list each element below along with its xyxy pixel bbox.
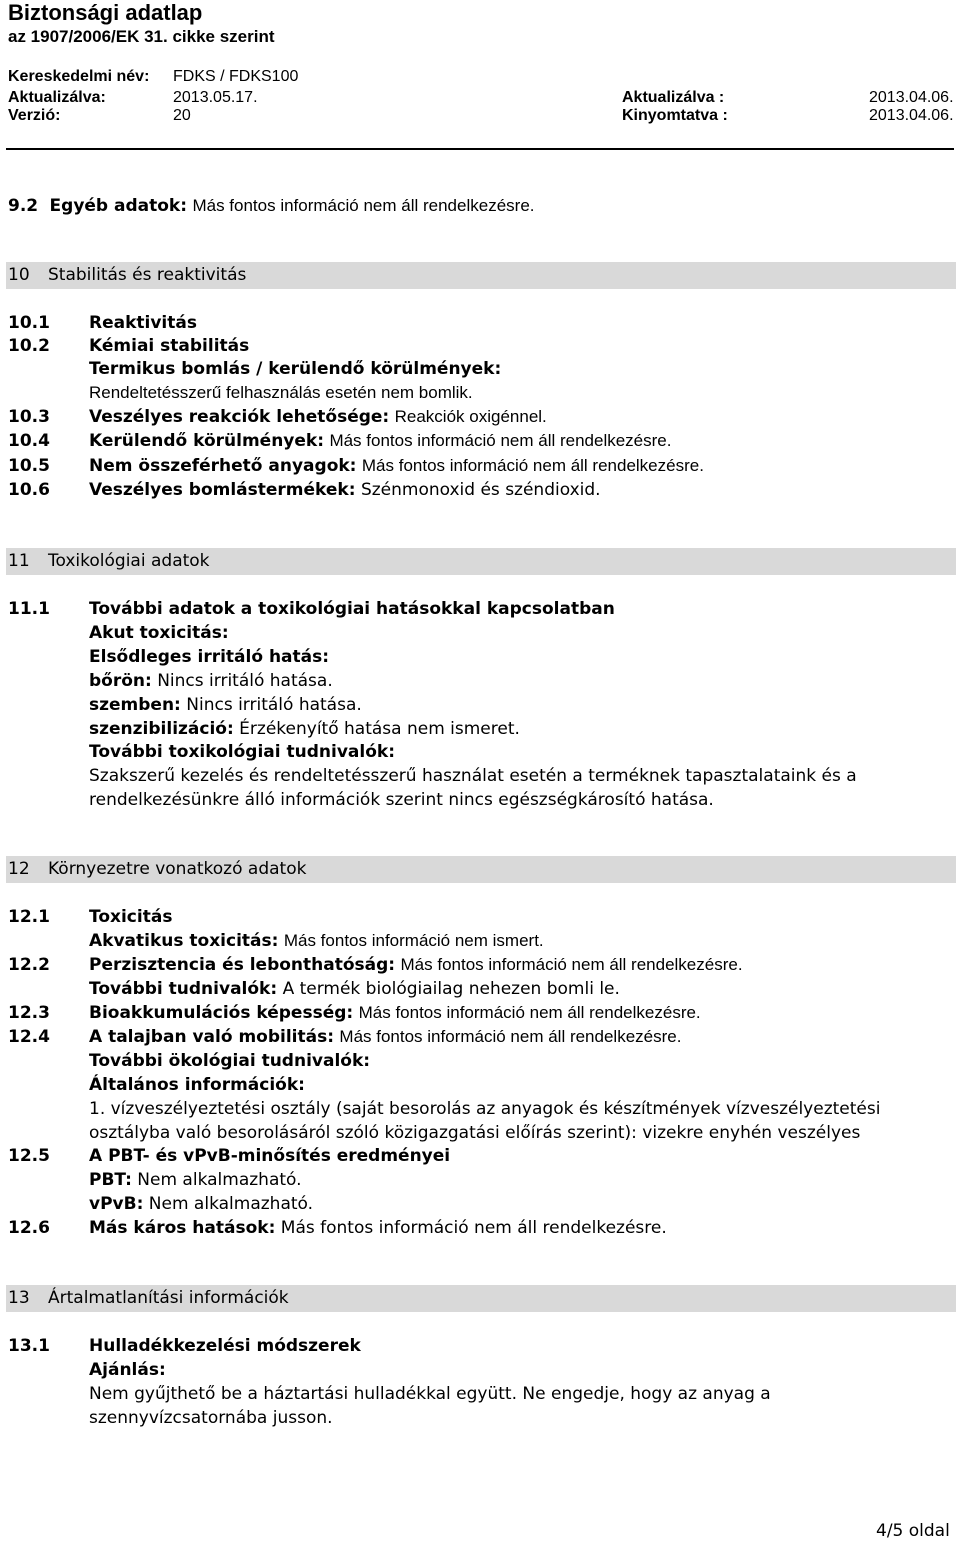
trade-name-label: Kereskedelmi név: <box>8 68 150 85</box>
document-title: Biztonsági adatlap <box>8 0 203 25</box>
row-10-4 <box>89 431 671 451</box>
updated-value: 2013.05.17. <box>173 89 258 106</box>
row-12-2-sub <box>89 979 620 999</box>
section-11-header <box>6 548 956 575</box>
sensitization-row <box>89 719 520 739</box>
row-10-3-text: Reakciók oxigénnel. <box>394 407 547 426</box>
section-10-number: 10 <box>8 265 30 285</box>
section-10-title: Stabilitás és reaktivitás <box>48 265 247 285</box>
row-12-4-number: 12.4 <box>8 1027 50 1047</box>
row-10-2-label: Kémiai stabilitás <box>89 336 250 356</box>
recommendation-text-2: szennyvízcsatornába jusson. <box>89 1408 333 1428</box>
eye-text: Nincs irritáló hatása. <box>186 695 362 715</box>
further-tox-text-1: Szakszerű kezelés és rendeltetésszerű használat esetén a terméknek tapasztalataink és a <box>89 766 857 786</box>
row-10-3-number: 10.3 <box>8 407 50 427</box>
updated-label: Aktualizálva: <box>8 89 106 106</box>
eco-info-label: További ökológiai tudnivalók: <box>89 1051 371 1071</box>
general-info-text-2: osztályba való besorolásáról szóló közigazgatási előírás szerint): vizekre enyhén veszélyes <box>89 1123 861 1143</box>
printed-value: 2013.04.06. <box>869 107 954 124</box>
printed-label: Kinyomtatva : <box>622 107 728 124</box>
section-12-number: 12 <box>8 859 30 879</box>
acute-toxicity-label: Akut toxicitás: <box>89 623 229 643</box>
row-10-5-text: Más fontos információ nem áll rendelkezésre. <box>361 456 704 475</box>
section-10-header <box>6 262 956 289</box>
aquatic-toxicity-text: Más fontos információ nem ismert. <box>283 931 544 950</box>
row-12-2-label: Perzisztencia és lebonthatóság: <box>89 955 396 975</box>
skin-row <box>89 671 333 691</box>
header-divider <box>6 148 954 150</box>
row-13-1-label: Hulladékkezelési módszerek <box>89 1336 361 1356</box>
row-10-4-text: Más fontos információ nem áll rendelkezésre. <box>329 431 672 450</box>
updated-value-2: 2013.04.06. <box>869 89 954 106</box>
row-12-6-label: Más káros hatások: <box>89 1218 276 1238</box>
vpvb-text: Nem alkalmazható. <box>148 1194 314 1214</box>
row-10-1-label: Reaktivitás <box>89 313 197 333</box>
sensitization-label: szenzibilizáció: <box>89 719 234 739</box>
section-9-2 <box>8 196 535 216</box>
section-13-number: 13 <box>8 1288 30 1308</box>
row-10-2-number: 10.2 <box>8 336 50 356</box>
row-10-3-label: Veszélyes reakciók lehetősége: <box>89 407 390 427</box>
row-12-2-sub-text: A termék biológiailag nehezen bomli le. <box>282 979 620 999</box>
section-12-title: Környezetre vonatkozó adatok <box>48 859 307 879</box>
row-12-3-number: 12.3 <box>8 1003 50 1023</box>
row-10-4-number: 10.4 <box>8 431 50 451</box>
row-12-3 <box>89 1003 701 1023</box>
row-12-2 <box>89 955 743 975</box>
row-12-6-number: 12.6 <box>8 1218 50 1238</box>
section-13-header <box>6 1285 956 1312</box>
version-value: 20 <box>173 107 191 124</box>
row-12-6 <box>89 1218 667 1238</box>
row-10-4-label: Kerülendő körülmények: <box>89 431 325 451</box>
row-10-6-text: Szénmonoxid és széndioxid. <box>360 480 601 500</box>
eye-row <box>89 695 362 715</box>
section-9-2-number: 9.2 <box>8 196 39 216</box>
row-12-4-label: A talajban való mobilitás: <box>89 1027 334 1047</box>
row-10-5 <box>89 456 704 476</box>
row-10-3 <box>89 407 547 427</box>
row-10-6-number: 10.6 <box>8 480 50 500</box>
row-12-3-text: Más fontos információ nem áll rendelkezésre. <box>358 1003 701 1022</box>
section-11-number: 11 <box>8 551 30 571</box>
trade-name-value: FDKS / FDKS100 <box>173 68 299 85</box>
pbt-text: Nem alkalmazható. <box>137 1170 302 1190</box>
row-12-3-label: Bioakkumulációs képesség: <box>89 1003 354 1023</box>
section-9-2-label: Egyéb adatok: <box>49 196 188 216</box>
row-10-1-number: 10.1 <box>8 313 50 333</box>
row-12-4-text: Más fontos információ nem áll rendelkezésre. <box>339 1027 682 1046</box>
vpvb-label: vPvB: <box>89 1194 144 1214</box>
row-10-2-sub: Termikus bomlás / kerülendő körülmények: <box>89 359 502 379</box>
row-12-5-number: 12.5 <box>8 1146 50 1166</box>
skin-label: bőrön: <box>89 671 152 691</box>
eye-label: szemben: <box>89 695 181 715</box>
row-10-5-number: 10.5 <box>8 456 50 476</box>
section-13-title: Ártalmatlanítási információk <box>48 1288 289 1308</box>
general-info-text-1: 1. vízveszélyeztetési osztály (saját besorolás az anyagok és készítmények vízveszélyeztetési <box>89 1099 881 1119</box>
row-12-2-number: 12.2 <box>8 955 50 975</box>
primary-irritant-label: Elsődleges irritáló hatás: <box>89 647 330 667</box>
vpvb-row <box>89 1194 313 1214</box>
row-10-6-label: Veszélyes bomlástermékek: <box>89 480 356 500</box>
row-12-2-text: Más fontos információ nem áll rendelkezésre. <box>400 955 743 974</box>
further-tox-text-2: rendelkezésünkre álló információk szerint nincs egészségkárosító hatása. <box>89 790 714 810</box>
pbt-label: PBT: <box>89 1170 132 1190</box>
row-11-1-label: További adatok a toxikológiai hatásokkal kapcsolatban <box>89 599 615 619</box>
section-11-title: Toxikológiai adatok <box>48 551 210 571</box>
row-11-1-number: 11.1 <box>8 599 50 619</box>
recommendation-label: Ajánlás: <box>89 1360 166 1380</box>
version-label: Verzió: <box>8 107 61 124</box>
pbt-row <box>89 1170 302 1190</box>
aquatic-toxicity-label: Akvatikus toxicitás: <box>89 931 279 951</box>
skin-text: Nincs irritáló hatása. <box>157 671 333 691</box>
row-10-6 <box>89 480 601 500</box>
recommendation-text-1: Nem gyűjthető be a háztartási hulladékkal együtt. Ne engedje, hogy az anyag a <box>89 1384 771 1404</box>
row-12-2-sub-label: További tudnivalók: <box>89 979 278 999</box>
row-12-4 <box>89 1027 681 1047</box>
document-subtitle: az 1907/2006/EK 31. cikke szerint <box>8 27 275 46</box>
row-13-1-number: 13.1 <box>8 1336 50 1356</box>
section-12-header <box>6 856 956 883</box>
section-9-2-text: Más fontos információ nem áll rendelkezésre. <box>192 196 535 215</box>
row-12-1-number: 12.1 <box>8 907 50 927</box>
aquatic-toxicity-row <box>89 931 544 951</box>
sensitization-text: Érzékenyítő hatása nem ismeret. <box>239 719 520 739</box>
row-12-6-text: Más fontos információ nem áll rendelkezésre. <box>280 1218 667 1238</box>
general-info-label: Általános információk: <box>89 1075 305 1095</box>
page-number: 4/5 oldal <box>876 1521 950 1541</box>
row-10-5-label: Nem összeférhető anyagok: <box>89 456 357 476</box>
updated-label-2: Aktualizálva : <box>622 89 725 106</box>
row-12-5-label: A PBT- és vPvB-minősítés eredményei <box>89 1146 451 1166</box>
row-10-2-text: Rendeltetésszerű felhasználás esetén nem bomlik. <box>89 383 473 402</box>
row-12-1-label: Toxicitás <box>89 907 173 927</box>
further-tox-label: További toxikológiai tudnivalók: <box>89 742 395 762</box>
